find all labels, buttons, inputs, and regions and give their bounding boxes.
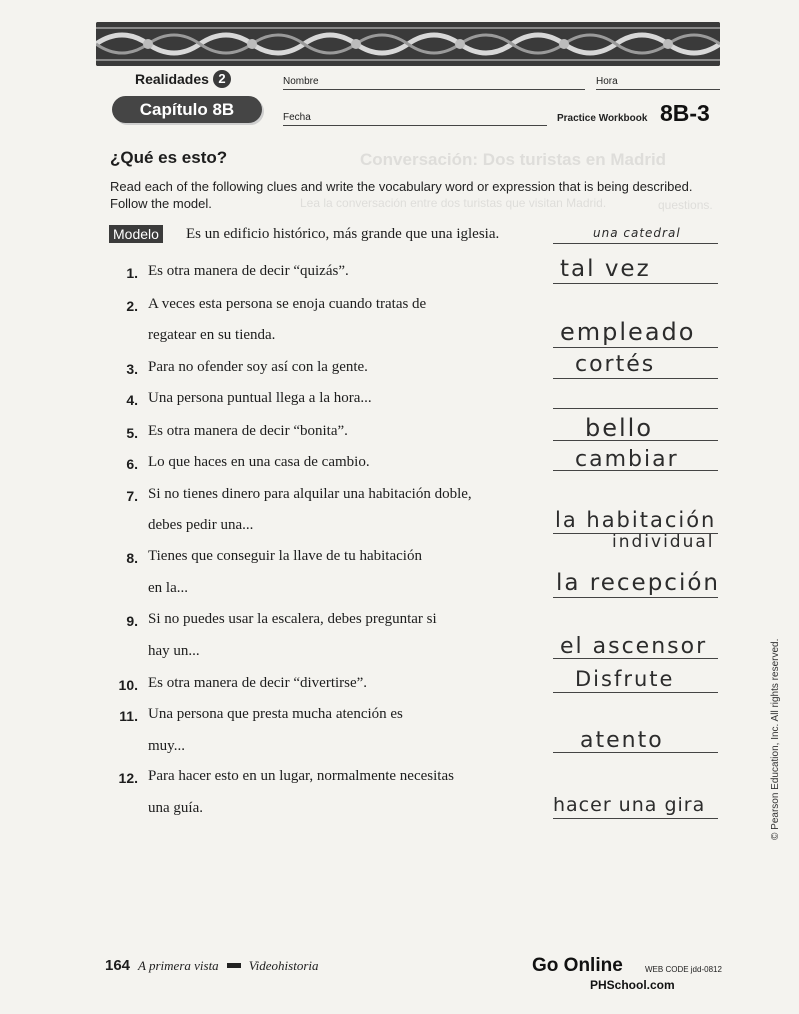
question-number: 3. <box>126 361 138 377</box>
question-text: regatear en su tienda. <box>148 327 276 343</box>
handwritten-answer: la habitación <box>555 508 717 532</box>
ghost-line: questions. <box>658 198 713 212</box>
question-number: 12. <box>118 770 138 786</box>
question-text: Para hacer esto en un lugar, normalmente necesitas <box>148 768 454 784</box>
web-code: WEB CODE jdd-0812 <box>645 965 722 974</box>
model-answer-line <box>553 243 718 244</box>
question-number: 11. <box>119 708 138 724</box>
question-number: 9. <box>126 613 138 629</box>
model-answer: una catedral <box>593 226 681 240</box>
question-text: Una persona que presta mucha atención es <box>148 706 403 722</box>
book-title: A primera vista <box>138 957 219 973</box>
question-number: 8. <box>126 550 138 566</box>
model-text: Es un edificio histórico, más grande que una iglesia. <box>186 226 500 242</box>
site-link[interactable]: PHSchool.com <box>590 978 675 992</box>
question-text: Tienes que conseguir la llave de tu habitación <box>148 548 422 564</box>
footer <box>105 957 319 974</box>
decorative-banner <box>96 22 720 66</box>
ghost-title: Conversación: Dos turistas en Madrid <box>360 150 667 169</box>
series-label <box>135 70 231 88</box>
question-number: 1. <box>126 265 138 281</box>
video-title: Videohistoria <box>248 957 319 973</box>
page-title: ¿Qué es esto? <box>110 148 228 167</box>
footer-separator <box>227 963 241 968</box>
model-tag: Modelo <box>109 225 163 243</box>
answer-field[interactable] <box>553 378 718 379</box>
answer-field[interactable] <box>553 818 718 819</box>
page-number: 164 <box>105 957 131 974</box>
question-number: 2. <box>126 298 138 314</box>
handwritten-answer: bello <box>585 414 654 442</box>
answer-field[interactable] <box>553 597 718 598</box>
handwritten-answer: empleado <box>560 318 696 346</box>
name-field[interactable] <box>283 89 585 90</box>
question-number: 6. <box>126 456 138 472</box>
handwritten-answer: atento <box>580 728 664 753</box>
hour-label: Hora <box>596 76 618 87</box>
question-text: Es otra manera de decir “quizás”. <box>148 263 349 279</box>
workbook-label: Practice Workbook <box>557 113 648 124</box>
question-text: Si no tienes dinero para alquilar una habitación doble, <box>148 486 472 502</box>
handwritten-answer: la recepción <box>556 570 720 596</box>
chapter-badge: Capítulo 8B <box>112 96 262 123</box>
question-text: Para no ofender soy así con la gente. <box>148 359 368 375</box>
answer-field[interactable] <box>553 692 718 693</box>
handwritten-answer: Disfrute <box>575 667 675 691</box>
answer-field[interactable] <box>553 283 718 284</box>
question-number: 5. <box>126 425 138 441</box>
series-name: Realidades <box>135 71 209 87</box>
question-text: Lo que haces en una casa de cambio. <box>148 454 370 470</box>
question-text: hay un... <box>148 643 200 659</box>
question-text: Si no puedes usar la escalera, debes preguntar si <box>148 611 437 627</box>
question-text: Es otra manera de decir “divertirse”. <box>148 675 368 691</box>
question-number: 4. <box>126 392 138 408</box>
question-text: debes pedir una... <box>148 517 254 533</box>
answer-field[interactable] <box>553 408 718 409</box>
handwritten-answer: el ascensor <box>560 634 708 659</box>
question-text: muy... <box>148 738 185 754</box>
handwritten-answer-continued: individual <box>612 532 715 552</box>
go-online-logo: Go Online <box>532 955 623 976</box>
date-label: Fecha <box>283 112 311 123</box>
question-number: 10. <box>118 677 138 693</box>
level-badge: 2 <box>213 70 231 88</box>
handwritten-answer: cambiar <box>575 447 679 472</box>
date-field[interactable] <box>283 125 547 126</box>
name-label: Nombre <box>283 76 319 87</box>
question-text: en la... <box>148 580 188 596</box>
handwritten-answer: hacer una gira <box>553 794 706 816</box>
hour-field[interactable] <box>596 89 720 90</box>
question-text: Una persona puntual llega a la hora... <box>148 390 372 406</box>
question-number: 7. <box>126 488 138 504</box>
question-text: Es otra manera de decir “bonita”. <box>148 423 348 439</box>
question-text: una guía. <box>148 800 203 816</box>
handwritten-answer: tal vez <box>560 256 651 282</box>
question-text: A veces esta persona se enoja cuando tratas de <box>148 296 427 312</box>
answer-field[interactable] <box>553 347 718 348</box>
handwritten-answer: cortés <box>575 352 656 377</box>
instructions: Read each of the following clues and write the vocabulary word or expression that is being described. Follow the model. <box>110 179 693 211</box>
workbook-code: 8B-3 <box>660 100 710 126</box>
ghost-line: Lea la conversación entre dos turistas que visitan Madrid. <box>300 196 607 210</box>
copyright-notice: © Pearson Education, Inc. All rights reserved. <box>770 638 781 840</box>
